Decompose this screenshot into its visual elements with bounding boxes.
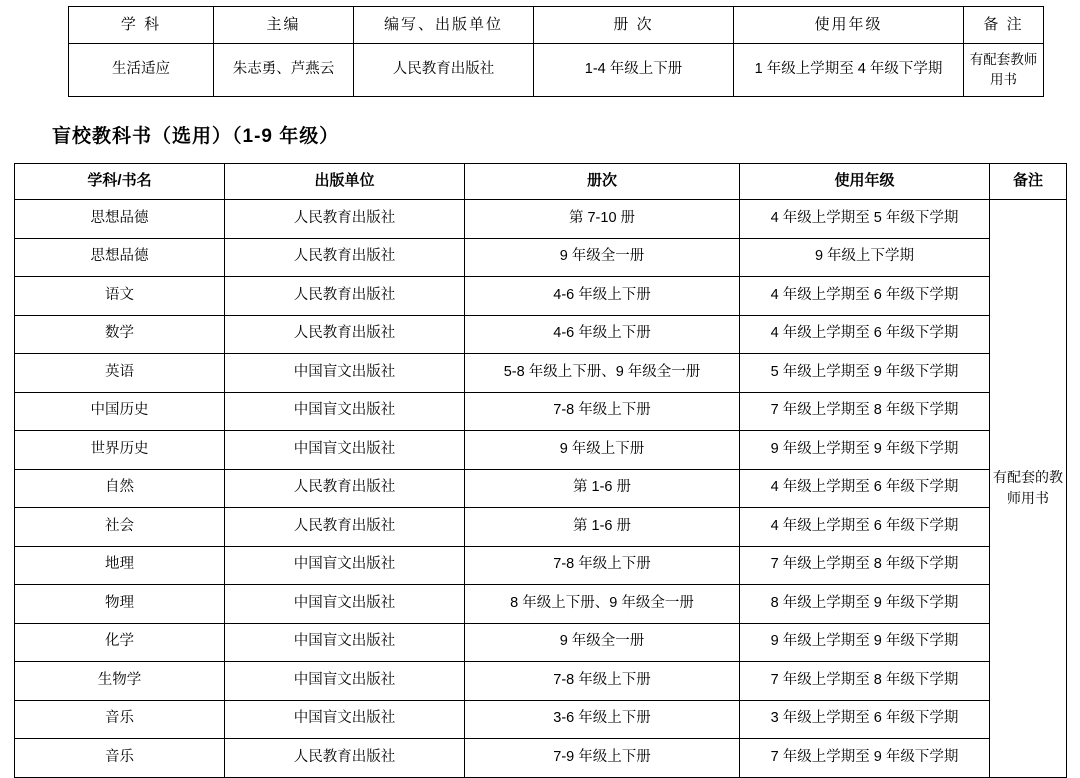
cell-grades: 7 年级上学期至 8 年级下学期 — [740, 546, 990, 585]
section-title: 盲校教科书（选用）（1-9 年级） — [52, 126, 340, 147]
textbook-optional-table — [14, 163, 1067, 778]
cell-subject: 中国历史 — [15, 392, 225, 431]
cell-grades: 4 年级上学期至 6 年级下学期 — [740, 277, 990, 316]
table-row — [15, 469, 1067, 508]
cell-grades: 5 年级上学期至 9 年级下学期 — [740, 354, 990, 393]
column-header-editor: 主编 — [214, 7, 354, 44]
cell-publisher: 人民教育出版社 — [225, 469, 465, 508]
cell-publisher: 人民教育出版社 — [225, 200, 465, 239]
table-header-row — [69, 7, 1044, 44]
cell-volumes: 5-8 年级上下册、9 年级全一册 — [465, 354, 740, 393]
table-row — [15, 392, 1067, 431]
table-row — [15, 546, 1067, 585]
table-row — [15, 431, 1067, 470]
cell-volumes: 7-8 年级上下册 — [465, 546, 740, 585]
cell-subject: 物理 — [15, 585, 225, 624]
cell-volumes: 8 年级上下册、9 年级全一册 — [465, 585, 740, 624]
cell-publisher: 人民教育出版社 — [225, 315, 465, 354]
table-row — [15, 700, 1067, 739]
cell-volumes: 7-9 年级上下册 — [465, 739, 740, 778]
cell-subject: 思想品德 — [15, 238, 225, 277]
cell-subject: 地理 — [15, 546, 225, 585]
table-row — [15, 315, 1067, 354]
table-row — [15, 354, 1067, 393]
column-header-remark: 备 注 — [964, 7, 1044, 44]
cell-editor: 朱志勇、芦燕云 — [214, 44, 354, 97]
cell-subject: 生物学 — [15, 662, 225, 701]
cell-subject: 生活适应 — [69, 44, 214, 97]
column-header-remark: 备注 — [990, 164, 1067, 200]
cell-volumes: 9 年级全一册 — [465, 238, 740, 277]
cell-grades: 4 年级上学期至 6 年级下学期 — [740, 508, 990, 547]
cell-subject: 英语 — [15, 354, 225, 393]
cell-publisher: 中国盲文出版社 — [225, 392, 465, 431]
cell-publisher: 人民教育出版社 — [225, 508, 465, 547]
cell-grades: 7 年级上学期至 8 年级下学期 — [740, 392, 990, 431]
cell-volumes: 3-6 年级上下册 — [465, 700, 740, 739]
cell-remark: 有配套教师用书 — [964, 44, 1044, 97]
cell-grades: 4 年级上学期至 6 年级下学期 — [740, 469, 990, 508]
cell-volumes: 1-4 年级上下册 — [534, 44, 734, 97]
cell-volumes: 4-6 年级上下册 — [465, 277, 740, 316]
cell-grades: 4 年级上学期至 6 年级下学期 — [740, 315, 990, 354]
cell-publisher: 人民教育出版社 — [225, 238, 465, 277]
cell-publisher: 中国盲文出版社 — [225, 354, 465, 393]
textbook-required-table — [68, 6, 1044, 97]
cell-subject: 世界历史 — [15, 431, 225, 470]
cell-grades: 7 年级上学期至 9 年级下学期 — [740, 739, 990, 778]
cell-publisher: 中国盲文出版社 — [225, 623, 465, 662]
cell-publisher: 人民教育出版社 — [354, 44, 534, 97]
cell-grades: 4 年级上学期至 5 年级下学期 — [740, 200, 990, 239]
cell-publisher: 中国盲文出版社 — [225, 431, 465, 470]
table-row — [15, 508, 1067, 547]
table-row — [15, 585, 1067, 624]
cell-publisher: 中国盲文出版社 — [225, 546, 465, 585]
cell-subject: 音乐 — [15, 700, 225, 739]
cell-grades: 8 年级上学期至 9 年级下学期 — [740, 585, 990, 624]
column-header-publisher: 出版单位 — [225, 164, 465, 200]
cell-grades: 7 年级上学期至 8 年级下学期 — [740, 662, 990, 701]
cell-subject: 自然 — [15, 469, 225, 508]
cell-publisher: 中国盲文出版社 — [225, 662, 465, 701]
cell-grades: 3 年级上学期至 6 年级下学期 — [740, 700, 990, 739]
cell-subject: 化学 — [15, 623, 225, 662]
cell-publisher: 中国盲文出版社 — [225, 700, 465, 739]
cell-publisher: 中国盲文出版社 — [225, 585, 465, 624]
cell-grades: 9 年级上下学期 — [740, 238, 990, 277]
cell-volumes: 第 1-6 册 — [465, 469, 740, 508]
column-header-grades: 使用年级 — [734, 7, 964, 44]
table-row — [69, 44, 1044, 97]
cell-subject: 数学 — [15, 315, 225, 354]
cell-subject: 思想品德 — [15, 200, 225, 239]
cell-volumes: 7-8 年级上下册 — [465, 392, 740, 431]
table-row — [15, 238, 1067, 277]
table-row — [15, 200, 1067, 239]
cell-volumes: 第 7-10 册 — [465, 200, 740, 239]
cell-grades: 9 年级上学期至 9 年级下学期 — [740, 623, 990, 662]
cell-publisher: 人民教育出版社 — [225, 277, 465, 316]
column-header-grades: 使用年级 — [740, 164, 990, 200]
cell-subject: 社会 — [15, 508, 225, 547]
cell-volumes: 9 年级全一册 — [465, 623, 740, 662]
cell-volumes: 第 1-6 册 — [465, 508, 740, 547]
cell-volumes: 7-8 年级上下册 — [465, 662, 740, 701]
column-header-subject: 学 科 — [69, 7, 214, 44]
cell-subject: 音乐 — [15, 739, 225, 778]
column-header-subject-title: 学科/书名 — [15, 164, 225, 200]
table-row — [15, 277, 1067, 316]
cell-grades: 9 年级上学期至 9 年级下学期 — [740, 431, 990, 470]
cell-volumes: 4-6 年级上下册 — [465, 315, 740, 354]
cell-subject: 语文 — [15, 277, 225, 316]
column-header-volumes: 册 次 — [534, 7, 734, 44]
table-row — [15, 662, 1067, 701]
table-header-row — [15, 164, 1067, 200]
cell-volumes: 9 年级上下册 — [465, 431, 740, 470]
column-header-volumes: 册次 — [465, 164, 740, 200]
table-row — [15, 623, 1067, 662]
cell-publisher: 人民教育出版社 — [225, 739, 465, 778]
column-header-publisher: 编写、出版单位 — [354, 7, 534, 44]
table-row — [15, 739, 1067, 778]
cell-remark: 有配套的教师用书 — [990, 200, 1067, 778]
cell-grades: 1 年级上学期至 4 年级下学期 — [734, 44, 964, 97]
